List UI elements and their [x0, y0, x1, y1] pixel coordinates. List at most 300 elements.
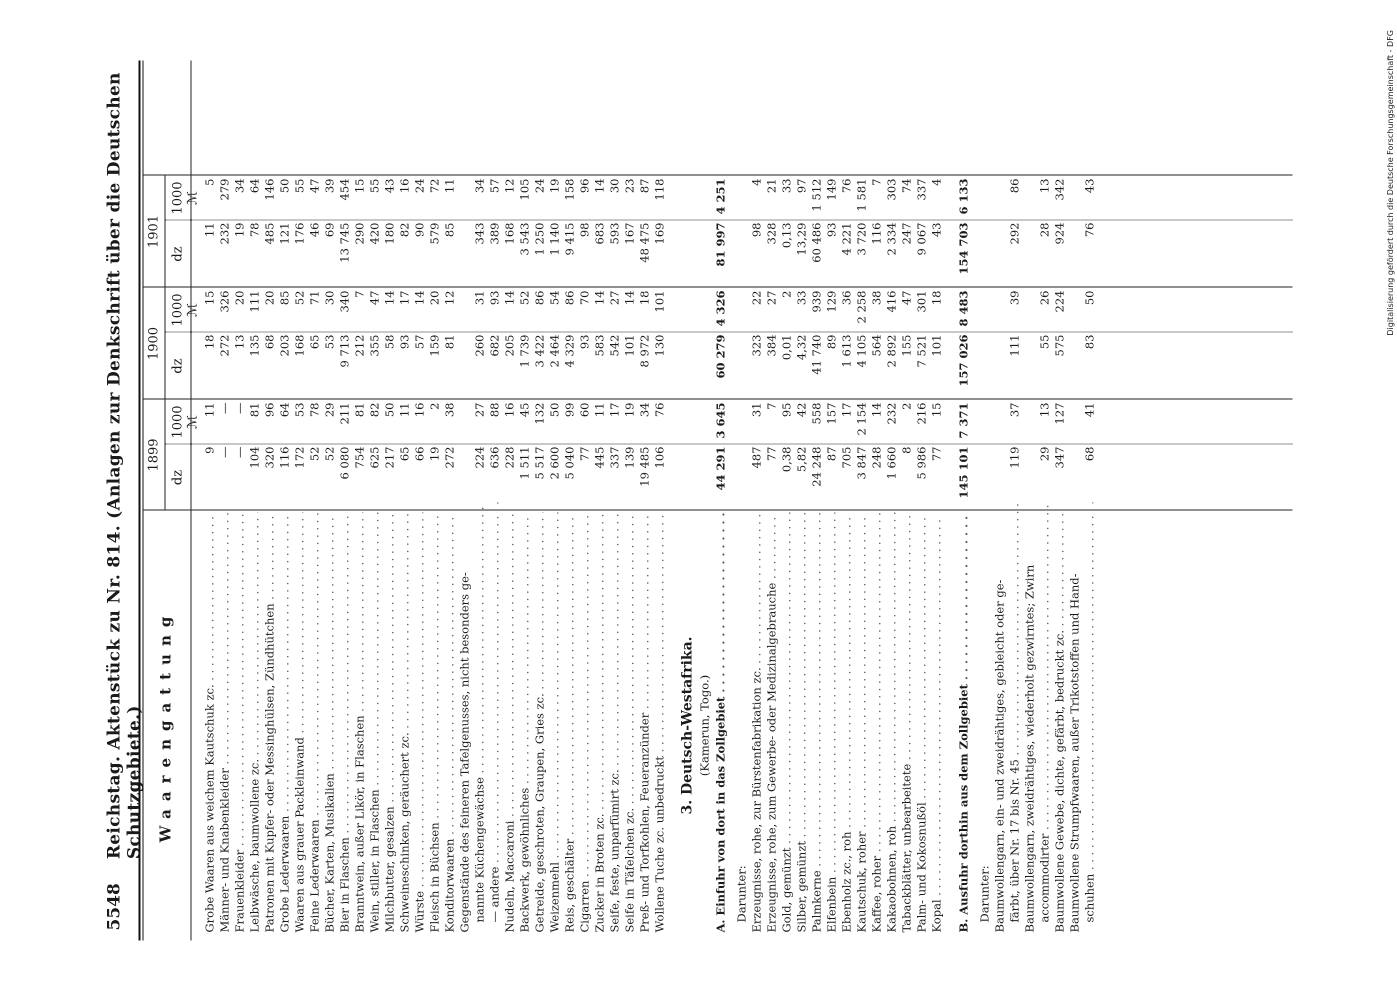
cell-value: 53	[322, 334, 336, 349]
table-row	[277, 60, 292, 940]
cell-value: 50	[277, 178, 291, 193]
cell-value: 16	[502, 402, 516, 417]
cell-value: 24	[412, 178, 426, 193]
year-1901: 1901	[146, 214, 161, 248]
cell-value: 754	[352, 446, 366, 468]
row-label: Palmkerne . . .	[809, 512, 824, 932]
cell-value: 104	[247, 446, 261, 468]
cell-value: 43	[929, 222, 943, 237]
table-row	[487, 60, 502, 940]
table-row	[839, 60, 854, 940]
cell-value: 96	[577, 178, 591, 193]
cell-value: 487	[749, 446, 763, 468]
cell-value: 14	[622, 290, 636, 305]
table-row	[322, 60, 337, 940]
cell-value: 121	[277, 222, 291, 244]
cell-value: 20	[427, 290, 441, 305]
page-number: 5548	[104, 882, 124, 930]
table-row	[262, 60, 277, 940]
cell-value: 13	[1037, 178, 1051, 193]
cell-value: 416	[884, 290, 898, 312]
cell-value: 78	[247, 222, 261, 237]
row-label: Kaffee, roher . . .	[869, 512, 884, 932]
cell-value: 47	[307, 178, 321, 193]
cell-value: 6 133	[956, 178, 970, 215]
cell-value: 3 422	[532, 334, 546, 367]
cell-value: 60	[577, 402, 591, 417]
row-label: Getreide, geschroten, Graupen, Gries zc. . . .	[532, 512, 547, 932]
table-row	[472, 60, 487, 940]
cell-value: 130	[652, 334, 666, 356]
unit-value: 1000 ℳ	[170, 404, 200, 439]
cell-value: 575	[1052, 334, 1066, 356]
cell-value: 1 613	[839, 334, 853, 367]
cell-value: 42	[794, 402, 808, 417]
cell-value: 279	[217, 178, 231, 200]
table-row	[622, 60, 637, 940]
table-row	[794, 60, 809, 940]
cell-value: 2	[779, 290, 793, 298]
cell-value: 17	[397, 290, 411, 305]
cell-value: 211	[337, 402, 351, 424]
cell-value: —	[232, 402, 246, 414]
row-label: Feine Lederwaaren . . .	[307, 512, 322, 932]
cell-value: 54	[547, 290, 561, 305]
cell-value: 5	[202, 178, 216, 186]
darunter-label	[977, 60, 992, 940]
table-row	[247, 60, 262, 940]
cell-value: 81	[247, 402, 261, 417]
cell-value: 30	[607, 178, 621, 193]
cell-value: 33	[794, 290, 808, 305]
cell-value: 1 581	[854, 178, 868, 211]
cell-value: 9 415	[562, 222, 576, 255]
cell-value: 83	[1082, 334, 1096, 349]
row-label: Fleisch in Büchsen . . .	[427, 512, 442, 932]
cell-value: 337	[607, 446, 621, 468]
table-row	[652, 60, 667, 940]
table-row	[637, 60, 652, 940]
cell-value: 98	[577, 222, 591, 237]
cell-value: 5 040	[562, 446, 576, 479]
row-label: Wein, stiller, in Flaschen . . .	[367, 512, 382, 932]
row-label: Kakaobohnen, roh . . .	[884, 512, 899, 932]
cell-value: 38	[442, 402, 456, 417]
cell-value: 2 334	[884, 222, 898, 255]
cell-value: 77	[764, 446, 778, 461]
table-row	[427, 60, 442, 940]
cell-value: 50	[547, 402, 561, 417]
table-row	[547, 60, 562, 940]
cell-value: 76	[839, 178, 853, 193]
row-label: Seife in Täfelchen zc. . . .	[622, 512, 637, 932]
row-label: Zucker in Broten zc. . . .	[592, 512, 607, 932]
row-label: Frauenkleider . . .	[232, 512, 247, 932]
cell-value: 217	[382, 446, 396, 468]
cell-value: 44 291	[713, 446, 727, 491]
cell-value: 2	[899, 402, 913, 410]
cell-value: 19	[232, 222, 246, 237]
cell-value: 71	[307, 290, 321, 305]
cell-value: 16	[397, 178, 411, 193]
cell-value: 3 543	[517, 222, 531, 255]
table-row	[412, 60, 427, 940]
row-label: Erzeugnisse, rohe, zur Bürstenfabrikation zc. . . .	[749, 512, 764, 932]
row-label: Baumwollene Gewebe, dichte, gefärbt, bedruckt zc. . . .	[1052, 512, 1067, 932]
cell-value: —	[232, 446, 246, 458]
table-row	[1067, 60, 1082, 940]
cell-value: 542	[607, 334, 621, 356]
cell-value: 18	[929, 290, 943, 305]
cell-value: 2 600	[547, 446, 561, 479]
cell-value: 14	[502, 290, 516, 305]
table-row	[562, 60, 577, 940]
cell-value: —	[217, 402, 231, 414]
table-row	[502, 60, 517, 940]
cell-value: 15	[202, 290, 216, 305]
cell-value: 340	[337, 290, 351, 312]
cell-value: 625	[367, 446, 381, 468]
cell-value: 86	[532, 290, 546, 305]
cell-value: 301	[914, 290, 928, 312]
cell-value: 169	[652, 222, 666, 244]
row-label: Nudeln, Maccaroni . . .	[502, 512, 517, 932]
unit-dz: dz	[170, 469, 185, 485]
cell-value: 86	[562, 290, 576, 305]
cell-value: 111	[247, 290, 261, 312]
cell-value: 60 486	[809, 222, 823, 263]
section-subtitle: (Kamerun, Togo.)	[697, 674, 711, 776]
cell-value: 34	[472, 178, 486, 193]
table-row	[809, 60, 824, 940]
cell-value: 337	[914, 178, 928, 200]
cell-value: 55	[292, 178, 306, 193]
cell-value: 205	[502, 334, 516, 356]
cell-value: 68	[262, 334, 276, 349]
cell-value: 39	[322, 178, 336, 193]
cell-value: 24 248	[809, 446, 823, 487]
cell-value: 26	[1037, 290, 1051, 305]
table-row	[914, 60, 929, 940]
cell-value: 81	[442, 334, 456, 349]
cell-value: 445	[592, 446, 606, 468]
cell-value: 19 485	[637, 446, 651, 487]
row-label: Reis, geschälter . . .	[562, 512, 577, 932]
cell-value: 65	[397, 446, 411, 461]
cell-value: 154 703	[956, 222, 970, 275]
cell-value: 180	[382, 222, 396, 244]
rotated-document-page	[50, 40, 1347, 960]
cell-value: 292	[1007, 222, 1021, 244]
cell-value: 4,32	[794, 334, 808, 360]
cell-value: 12	[502, 178, 516, 193]
row-label: Darunter:	[977, 864, 991, 922]
year-rule	[164, 175, 165, 510]
cell-value: 36	[839, 290, 853, 305]
cell-value: 93	[824, 222, 838, 237]
cell-value: 705	[839, 446, 853, 468]
cell-value: 636	[487, 446, 501, 468]
cell-value: 19	[622, 402, 636, 417]
cell-value: 583	[592, 334, 606, 356]
cell-value: 23	[622, 178, 636, 193]
cell-value: 159	[427, 334, 441, 356]
cell-value: 99	[562, 402, 576, 417]
cell-value: 74	[899, 178, 913, 193]
cell-value: —	[217, 446, 231, 458]
cell-value: 95	[779, 402, 793, 417]
cell-value: 58	[382, 334, 396, 349]
cell-value: 69	[322, 222, 336, 237]
unit-dz: dz	[170, 245, 185, 262]
cell-value: 8 972	[637, 334, 651, 367]
cell-value: 176	[292, 222, 306, 244]
cell-value: 15	[352, 178, 366, 193]
year-1899: 1899	[146, 437, 161, 472]
cell-value: 87	[824, 446, 838, 461]
cell-value: 2 464	[547, 334, 561, 367]
cell-value: 389	[487, 222, 501, 244]
cell-value: 6 080	[337, 446, 351, 479]
cell-value: 228	[502, 446, 516, 468]
row-label: Bier in Flaschen . . .	[337, 512, 352, 932]
cell-value: 4	[749, 178, 763, 186]
cell-value: 116	[869, 222, 883, 244]
goods-column-header: Waarengattung	[156, 608, 174, 842]
table-row	[884, 60, 899, 940]
cell-value: 3 847	[854, 446, 868, 479]
cell-value: 52	[322, 446, 336, 461]
row-label: Patronen mit Kupfer- oder Messinghülsen, Zündhütchen . . .	[262, 512, 277, 932]
cell-value: 2 258	[854, 290, 868, 323]
cell-value: 7	[764, 402, 778, 410]
cell-value: 31	[472, 290, 486, 305]
row-label: Kautschuk, roher . . .	[854, 512, 869, 932]
cell-value: 55	[1037, 334, 1051, 349]
cell-value: 149	[824, 178, 838, 200]
cell-value: 248	[869, 446, 883, 468]
cell-value: 682	[487, 334, 501, 356]
row-label: Kopal . . .	[929, 512, 944, 932]
cell-value: 4 326	[713, 290, 727, 327]
cell-value: 326	[217, 290, 231, 312]
cell-value: 272	[442, 446, 456, 468]
cell-value: 8	[899, 446, 913, 454]
cell-value: 116	[277, 446, 291, 468]
cell-value: 420	[367, 222, 381, 244]
cell-value: 19	[427, 446, 441, 461]
cell-value: 129	[824, 290, 838, 312]
table-row	[397, 60, 412, 940]
cell-value: 68	[1082, 446, 1096, 461]
cell-value: 39	[1007, 290, 1021, 305]
table-row	[577, 60, 592, 940]
cell-value: 45	[517, 402, 531, 417]
row-label: Weizenmehl . . .	[547, 512, 562, 932]
cell-value: 135	[247, 334, 261, 356]
cell-value: 564	[869, 334, 883, 356]
cell-value: 4 329	[562, 334, 576, 367]
row-label: Leibwäsche, baumwollene zc. . . .	[247, 512, 262, 932]
cell-value: 77	[929, 446, 943, 461]
cell-value: 119	[1007, 446, 1021, 468]
cell-value: 97	[794, 178, 808, 193]
cell-value: 139	[622, 446, 636, 468]
cell-value: 485	[262, 222, 276, 244]
cell-value: 939	[809, 290, 823, 312]
cell-value: 22	[749, 290, 763, 305]
table-row	[457, 60, 472, 940]
cell-value: 29	[1037, 446, 1051, 461]
table-row	[352, 60, 367, 940]
cell-value: 13 745	[337, 222, 351, 263]
cell-value: 320	[262, 446, 276, 468]
cell-value: 14	[592, 290, 606, 305]
table-row	[382, 60, 397, 940]
row-label: schuhen . . .	[1082, 502, 1097, 922]
cell-value: 342	[1052, 178, 1066, 200]
table-row	[764, 60, 779, 940]
row-label: Gegenstände des feineren Tafelgenusses, nicht besonders ge-	[457, 571, 471, 932]
table-row	[307, 60, 322, 940]
table-row	[1052, 60, 1067, 940]
cell-value: 5,82	[794, 446, 808, 472]
table-row	[532, 60, 547, 940]
table-row	[607, 60, 622, 940]
table-row	[899, 60, 914, 940]
cell-value: 132	[532, 402, 546, 424]
row-label: Branntwein, außer Likör, in Flaschen . . .	[352, 512, 367, 932]
cell-value: 88	[487, 402, 501, 417]
table-row	[442, 60, 457, 940]
cell-value: 323	[749, 334, 763, 356]
cell-value: 50	[1082, 290, 1096, 305]
cell-value: 232	[217, 222, 231, 244]
cell-value: 50	[382, 402, 396, 417]
cell-value: 41	[1082, 402, 1096, 417]
row-label: Konditorwaaren . . .	[442, 512, 457, 932]
cell-value: 16	[412, 402, 426, 417]
cell-value: 38	[869, 290, 883, 305]
cell-value: 17	[839, 402, 853, 417]
cell-value: 72	[427, 178, 441, 193]
cell-value: 118	[652, 178, 666, 200]
cell-value: 76	[652, 402, 666, 417]
cell-value: 2	[427, 402, 441, 410]
year-1900: 1900	[146, 326, 161, 360]
cell-value: 24	[532, 178, 546, 193]
cell-value: 224	[1052, 290, 1066, 312]
row-label: — andere . . .	[487, 502, 502, 922]
cell-value: 7	[352, 290, 366, 298]
cell-value: 272	[217, 334, 231, 356]
cell-value: 579	[427, 222, 441, 244]
unit-dz: dz	[170, 357, 185, 374]
cell-value: 64	[277, 402, 291, 417]
cell-value: 29	[322, 402, 336, 417]
export-total-row	[956, 60, 971, 940]
table-row	[929, 60, 944, 940]
section-title: 3. Deutsch-Westafrika.	[679, 635, 695, 815]
cell-value: 1 660	[884, 446, 898, 479]
page-title: Reichstag. Aktenstück zu Nr. 814. (Anlagen zur Denkschrift über die Deutschen Schutzgebiete.)	[104, 71, 144, 859]
cell-value: 82	[397, 222, 411, 237]
cell-value: 168	[292, 334, 306, 356]
cell-value: 9	[202, 446, 216, 454]
cell-value: 66	[412, 446, 426, 461]
table-row	[232, 60, 247, 940]
cell-value: 1 511	[517, 446, 531, 479]
cell-value: 157	[824, 402, 838, 424]
table-row	[217, 60, 232, 940]
row-label: Seife, feste, unparfümirt zc. . . .	[607, 512, 622, 932]
cell-value: 85	[442, 222, 456, 237]
darunter-label	[734, 60, 749, 940]
cell-value: 43	[382, 178, 396, 193]
table-row	[854, 60, 869, 940]
cell-value: 1 512	[809, 178, 823, 211]
cell-value: 101	[929, 334, 943, 356]
cell-value: 43	[1082, 178, 1096, 193]
cell-value: 89	[824, 334, 838, 349]
table-row	[202, 60, 217, 940]
cell-value: 0,01	[779, 334, 793, 360]
cell-value: 52	[292, 290, 306, 305]
cell-value: 2 892	[884, 334, 898, 367]
cell-value: 4 105	[854, 334, 868, 367]
cell-value: 28	[1037, 222, 1051, 237]
cell-value: 14	[382, 290, 396, 305]
import-total-row	[713, 60, 728, 940]
table-row	[592, 60, 607, 940]
cell-value: 8 483	[956, 290, 970, 327]
cell-value: 9 067	[914, 222, 928, 255]
table-row	[824, 60, 839, 940]
table-row	[869, 60, 884, 940]
table-row	[779, 60, 794, 940]
cell-value: 82	[367, 402, 381, 417]
cell-value: 454	[337, 178, 351, 200]
cell-value: 168	[502, 222, 516, 244]
cell-value: 158	[562, 178, 576, 200]
row-label: Ebenholz zc., roh . . .	[839, 512, 854, 932]
cell-value: 18	[202, 334, 216, 349]
cell-value: 46	[307, 222, 321, 237]
row-label: färbt, über Nr. 17 bis Nr. 45 . . .	[1007, 502, 1022, 922]
cell-value: 343	[472, 222, 486, 244]
cell-value: 303	[884, 178, 898, 200]
cell-value: 96	[262, 402, 276, 417]
table-row	[1022, 60, 1037, 940]
cell-value: 12	[442, 290, 456, 305]
row-label: nannte Küchengewächse . . .	[472, 502, 487, 922]
table-row	[367, 60, 382, 940]
cell-value: 98	[749, 222, 763, 237]
cell-value: 13,29	[794, 222, 808, 255]
cell-value: 167	[622, 222, 636, 244]
cell-value: 76	[1082, 222, 1096, 237]
cell-value: 64	[247, 178, 261, 193]
cell-value: 11	[202, 222, 216, 237]
row-label: Bücher, Karten, Musikalien . . .	[322, 512, 337, 932]
table-row	[1007, 60, 1022, 940]
cell-value: 34	[232, 178, 246, 193]
cell-value: 384	[764, 334, 778, 356]
table-row	[337, 60, 352, 940]
cell-value: 19	[547, 178, 561, 193]
cell-value: 81 997	[713, 222, 727, 267]
cell-value: 48 475	[637, 222, 651, 263]
